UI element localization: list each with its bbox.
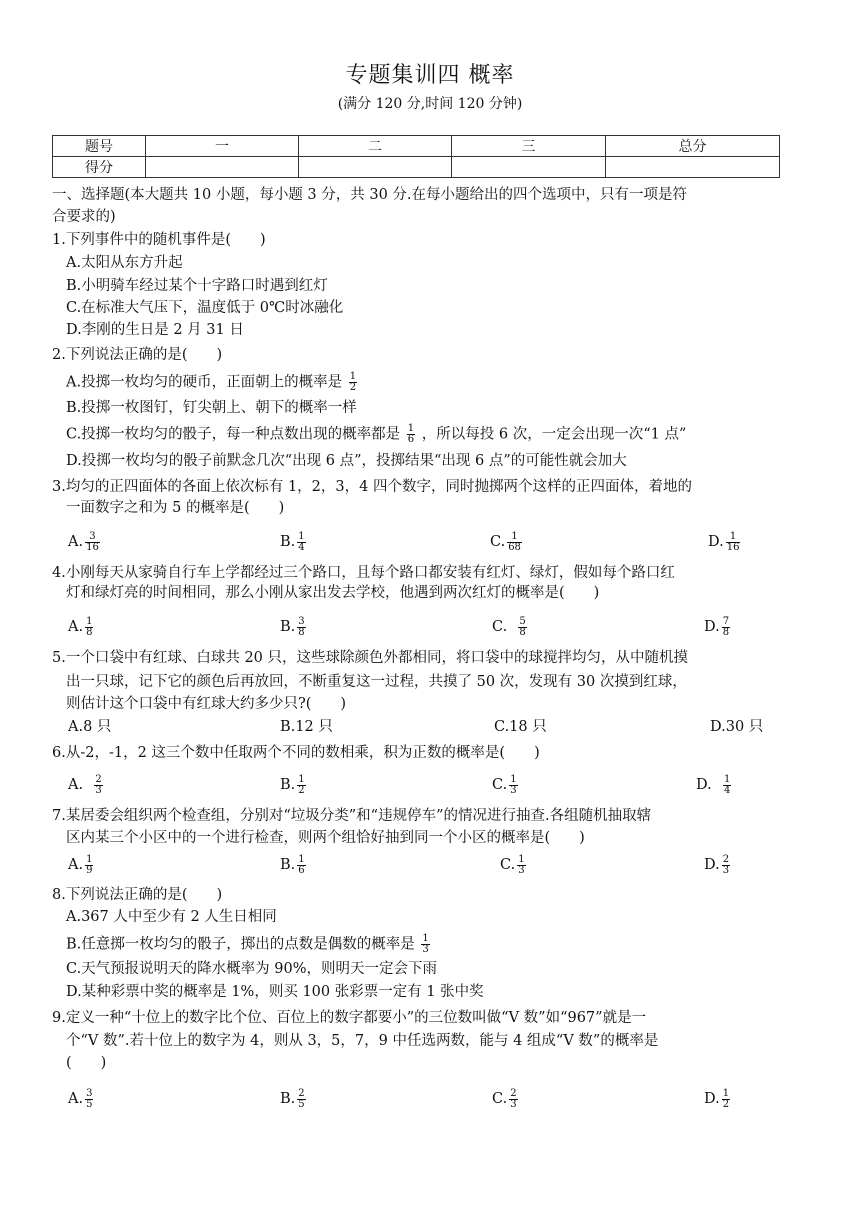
fraction-denominator: 6	[407, 434, 415, 445]
fraction-numerator: 1	[86, 615, 93, 627]
question-8-option-b	[66, 934, 432, 955]
fraction-denominator: 3	[422, 944, 429, 955]
question-1-stem: 1.下列事件中的随机事件是( )	[52, 232, 266, 248]
fraction-denominator: 16	[86, 541, 99, 553]
fraction	[509, 1089, 517, 1110]
option-label: C.	[492, 1091, 508, 1107]
question-4-options	[68, 615, 748, 639]
fraction	[722, 855, 730, 876]
option-b: B.12 只	[280, 719, 333, 735]
option-label: B.	[280, 857, 296, 873]
option-c	[490, 530, 524, 554]
question-5-options	[68, 715, 764, 739]
fraction-numerator: 1	[510, 773, 517, 785]
fraction	[518, 617, 526, 638]
page-title: 专题集训四 概率	[345, 63, 515, 88]
question-1-option-c: C.在标准大气压下，温度低于 0℃时冰融化	[66, 300, 344, 316]
question-8-option-d: D.某种彩票中奖的概率是 1%，则买 100 张彩票一定有 1 张中奖	[66, 984, 484, 1000]
option-d	[708, 530, 742, 554]
option-b	[280, 773, 308, 797]
option-label: D.	[708, 534, 724, 550]
question-1-option-a: A.太阳从东方升起	[66, 255, 183, 271]
fraction-denominator: 2	[298, 784, 305, 796]
question-4-stem: 4.小刚每天从家骑自行车上学都经过三个路口，且每个路口都安装有红灯、绿灯，假如每个路口红	[52, 565, 675, 581]
question-7-options	[68, 853, 748, 877]
table-cell: 得分	[53, 157, 146, 178]
option-label: C.	[500, 857, 516, 873]
option-d	[704, 1087, 732, 1111]
fraction-numerator: 5	[519, 615, 526, 627]
fraction-numerator: 3	[298, 615, 305, 627]
question-9-stem: 9.定义一种“十位上的数字比个位、百位上的数字都要小”的三位数叫做“V 数”如“967”就是一	[52, 1010, 647, 1026]
option-c: C.18 只	[494, 719, 547, 735]
fraction	[297, 1089, 305, 1110]
question-3-options	[68, 530, 748, 554]
table-cell: 二	[299, 136, 452, 157]
fraction-denominator: 4	[723, 784, 731, 796]
question-9-stem-cont: 个“V 数”.若十位上的数字为 4，则从 3，5，7，9 中任选两数，能与 4 组成“V 数”的概率是	[66, 1033, 659, 1049]
fraction-denominator: 9	[86, 864, 93, 876]
option-label: C.	[492, 619, 508, 635]
question-3-stem-cont: 一面数字之和为 5 的概率是( )	[66, 500, 285, 516]
question-4-stem-cont: 灯和绿灯亮的时间相同，那么小刚从家出发去学校，他遇到两次红灯的概率是( )	[66, 585, 600, 601]
question-9-stem-cont-2: ( )	[66, 1055, 107, 1071]
fraction-denominator: 2	[722, 1098, 730, 1110]
question-1-option-b: B.小明骑车经过某个十字路口时遇到红灯	[66, 278, 328, 294]
option-a	[68, 853, 95, 877]
fraction	[407, 424, 415, 445]
option-d: D.30 只	[710, 719, 764, 735]
fraction-denominator: 8	[298, 626, 305, 638]
fraction	[421, 934, 429, 955]
fraction	[722, 617, 730, 638]
fraction-numerator: 1	[298, 530, 305, 542]
fraction-numerator: 1	[726, 532, 741, 543]
fraction-numerator: 1	[349, 371, 357, 382]
option-label: B.	[280, 619, 296, 635]
option-label: D.	[704, 1091, 720, 1107]
table-cell: 三	[452, 136, 606, 157]
fraction	[94, 775, 102, 796]
question-7-stem: 7.某居委会组织两个检查组，分别对“垃圾分类”和“违规停车”的情况进行抽查.各组随机抽取辖	[52, 808, 652, 824]
fraction	[297, 855, 305, 876]
option-label: D.	[704, 619, 720, 635]
fraction-numerator: 7	[722, 615, 730, 627]
fraction-denominator: 8	[86, 626, 93, 638]
fraction	[722, 1089, 730, 1110]
option-c	[492, 1087, 520, 1111]
fraction-numerator: 1	[723, 773, 731, 785]
question-5-stem-cont-2: 则估计这个口袋中有红球大约多少只?( )	[66, 696, 347, 712]
question-2-option-b: B.投掷一枚图钉，钉尖朝上、朝下的概率一样	[66, 400, 357, 416]
question-2-option-c	[66, 424, 686, 445]
score-cell[interactable]	[146, 157, 299, 178]
option-b	[280, 853, 308, 877]
fraction-numerator: 2	[510, 1087, 517, 1099]
option-label: B.	[280, 777, 296, 793]
question-5-stem-cont: 出一只球，记下它的颜色后再放回，不断重复这一过程，共摸了 50 次，发现有 30 次摸到红球，	[66, 674, 687, 690]
fraction	[517, 855, 525, 876]
table-cell: 题号	[53, 136, 146, 157]
option-label: A.	[68, 857, 84, 873]
fraction-numerator: 2	[722, 853, 730, 865]
fraction-numerator: 1	[298, 773, 305, 785]
option-b	[280, 615, 308, 639]
fraction-numerator: 2	[95, 773, 102, 785]
fraction-denominator: 8	[722, 626, 730, 638]
option-d	[704, 615, 732, 639]
option-a: A.8 只	[68, 719, 112, 735]
question-2-option-d: D.投掷一枚均匀的骰子前默念几次“出现 6 点”，投掷结果“出现 6 点”的可能性就会加大	[66, 453, 627, 469]
option-label: A.	[68, 619, 84, 635]
score-cell[interactable]	[299, 157, 452, 178]
table-cell: 总分	[606, 136, 780, 157]
fraction-denominator: 3	[510, 784, 517, 796]
option-label: C.	[490, 534, 506, 550]
score-cell[interactable]	[452, 157, 606, 178]
fraction	[509, 775, 517, 796]
section-heading: 一、选择题(本大题共 10 小题，每小题 3 分，共 30 分.在每小题给出的四个选项中，只有一项是符	[52, 187, 688, 203]
fraction-numerator: 3	[85, 532, 100, 543]
fraction-numerator: 3	[86, 1087, 93, 1099]
option-b	[280, 1087, 308, 1111]
option-label: C.	[492, 777, 508, 793]
score-table	[52, 135, 780, 178]
option-text: ，所以每投 6 次，一定会出现一次“1 点”	[421, 426, 687, 443]
fraction-denominator: 68	[508, 541, 521, 553]
option-label: B.	[280, 1091, 296, 1107]
question-8-stem: 8.下列说法正确的是( )	[52, 887, 223, 903]
fraction-numerator: 1	[507, 532, 522, 543]
option-b	[280, 530, 308, 554]
fraction-denominator: 3	[722, 864, 730, 876]
fraction-denominator: 5	[298, 1098, 305, 1110]
score-cell[interactable]	[606, 157, 780, 178]
option-a	[68, 530, 102, 554]
option-c	[492, 773, 520, 797]
option-label: B.	[280, 534, 296, 550]
fraction	[297, 617, 305, 638]
fraction	[85, 617, 93, 638]
question-1-option-d: D.李刚的生日是 2 月 31 日	[66, 322, 244, 338]
fraction	[723, 775, 731, 796]
question-5-stem: 5.一个口袋中有红球、白球共 20 只，这些球除颜色外都相同，将口袋中的球搅拌均匀，从中随机摸	[52, 650, 688, 666]
option-text: C.投掷一枚均匀的骰子，每一种点数出现的概率都是	[66, 426, 401, 443]
page-subtitle: (满分 120 分,时间 120 分钟)	[337, 96, 523, 112]
section-heading-cont: 合要求的)	[52, 209, 116, 225]
question-6-stem: 6.从-2，-1，2 这三个数中任取两个不同的数相乘，积为正数的概率是( )	[52, 745, 540, 761]
fraction-denominator: 2	[349, 382, 357, 393]
fraction	[349, 372, 357, 393]
fraction	[507, 532, 522, 553]
fraction	[297, 775, 305, 796]
fraction-denominator: 3	[518, 864, 525, 876]
fraction	[85, 855, 93, 876]
fraction-numerator: 1	[518, 853, 525, 865]
fraction-denominator: 3	[510, 1098, 517, 1110]
fraction-numerator: 1	[298, 853, 305, 865]
option-c	[500, 853, 528, 877]
option-text: B.任意掷一枚均匀的骰子，掷出的点数是偶数的概率是	[66, 936, 415, 953]
option-a	[68, 615, 95, 639]
fraction	[85, 532, 100, 553]
score-table-header-row	[53, 136, 780, 157]
question-7-stem-cont: 区内某三个小区中的一个进行检查，则两个组恰好抽到同一个小区的概率是( )	[66, 830, 585, 846]
fraction-denominator: 3	[95, 784, 102, 796]
question-3-stem: 3.均匀的正四面体的各面上依次标有 1，2，3，4 四个数字，同时抛掷两个这样的正四面体，着地的	[52, 479, 692, 495]
question-6-options	[68, 773, 748, 797]
question-8-option-c: C.天气预报说明天的降水概率为 90%，则明天一定会下雨	[66, 961, 438, 977]
option-d	[696, 773, 733, 797]
fraction-denominator: 4	[298, 541, 305, 553]
fraction	[297, 532, 305, 553]
fraction-denominator: 8	[519, 626, 526, 638]
option-d	[704, 853, 732, 877]
fraction-numerator: 1	[407, 423, 415, 434]
fraction	[85, 1089, 93, 1110]
question-2-option-a	[66, 372, 359, 393]
fraction-numerator: 1	[722, 1087, 730, 1099]
fraction-denominator: 6	[298, 864, 305, 876]
question-2-stem: 2.下列说法正确的是( )	[52, 347, 223, 363]
table-cell: 一	[146, 136, 299, 157]
option-label: A.	[68, 534, 84, 550]
fraction	[726, 532, 741, 553]
question-8-option-a: A.367 人中至少有 2 人生日相同	[66, 909, 277, 925]
option-a	[68, 773, 105, 797]
option-a	[68, 1087, 95, 1111]
fraction-denominator: 16	[726, 541, 740, 553]
fraction-denominator: 5	[86, 1098, 93, 1110]
fraction-numerator: 1	[86, 853, 93, 865]
option-c	[492, 615, 529, 639]
question-9-options	[68, 1087, 748, 1111]
option-text: A.投掷一枚均匀的硬币，正面朝上的概率是	[66, 374, 343, 391]
fraction-numerator: 2	[298, 1087, 305, 1099]
option-label: D.	[704, 857, 720, 873]
score-table-score-row	[53, 157, 780, 178]
option-label: A.	[68, 777, 84, 793]
fraction-numerator: 1	[422, 933, 429, 944]
option-label: A.	[68, 1091, 84, 1107]
option-label: D.	[696, 777, 712, 793]
